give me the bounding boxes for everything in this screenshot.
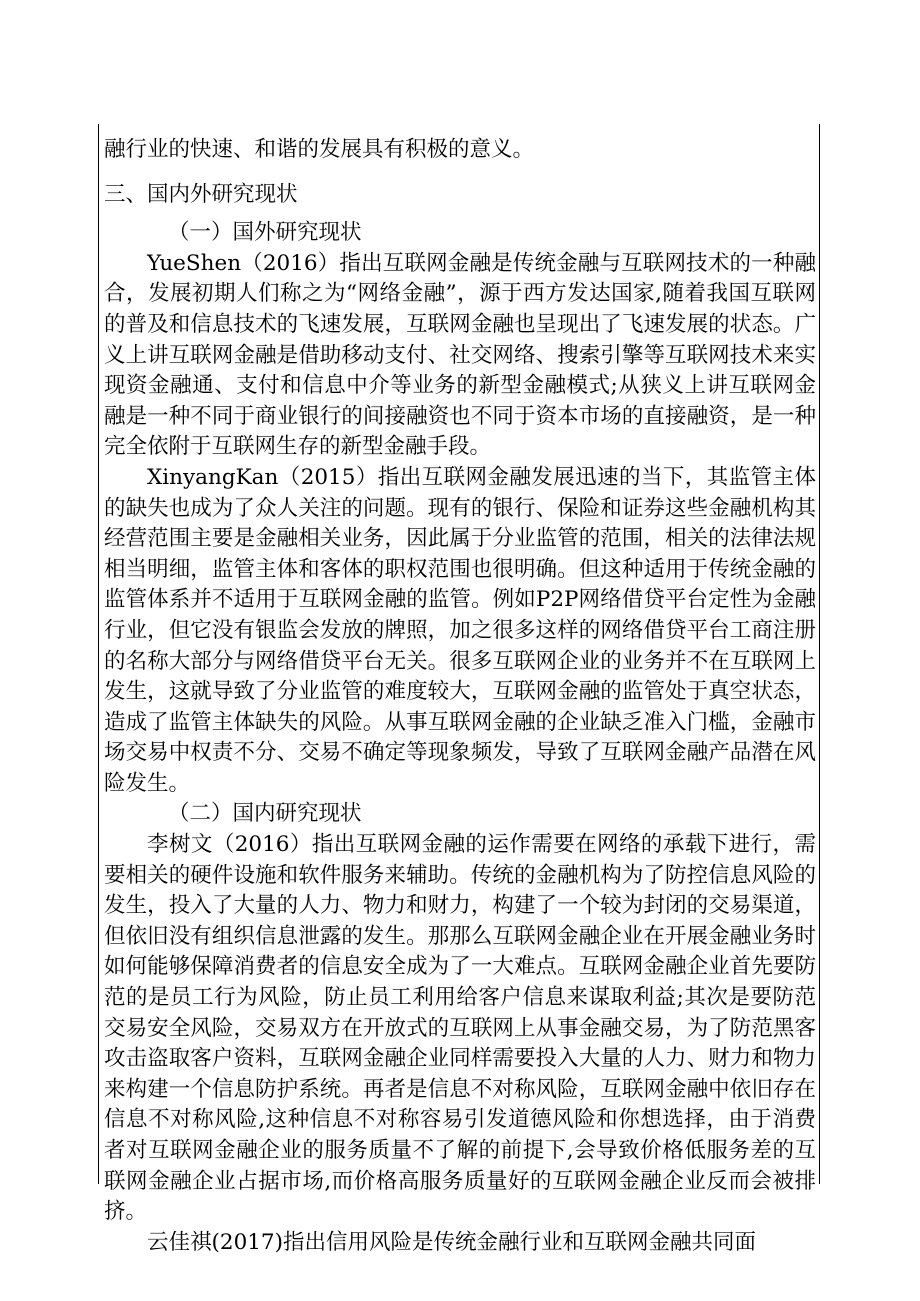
document-body — [104, 135, 816, 1258]
paragraph-yunjiaqi: 云佳祺(2017)指出信用风险是传统金融行业和互联网金融共同面 — [147, 1229, 756, 1255]
paragraph-xinyangkan: XinyangKan（2015）指出互联网金融发展迅速的当下，其监管主体的缺失也成为了众人关注的问题。现有的银行、保险和证券这些金融机构其经营范围主要是金融相关业务，因此属于分业监管的范围，相关的法律法规相当明细，监管主体和客体的职权范围也很明确。但这种适用于传统金融的监管体系并不适用于互联网金融的监管。例如P2P网络借贷平台定性为金融行业，但它没有银监会发放的牌照，加之很多这样的网络借贷平台工商注册的名称大部分与网络借贷平台无关。很多互联网企业的业务并不在互联网上发生，这就导致了分业监管的难度较大，互联网金融的监管处于真空状态，造成了监管主体缺失的风险。从事互联网金融的企业缺乏准入门槛，金融市场交易中权责不分、交易不确定等现象频发，导致了互联网金融产品潜在风险发生。 — [104, 464, 816, 796]
subsection-heading-domestic: （二）国内研究现状 — [168, 801, 362, 827]
paragraph-lishuwen: 李树文（2016）指出互联网金融的运作需要在网络的承载下进行，需要相关的硬件设施和软件服务来辅助。传统的金融机构为了防控信息风险的发生，投入了大量的人力、物力和财力，构建了一个较为封闭的交易渠道，但依旧没有组织信息泄露的发生。那那么互联网金融企业在开展金融业务时如何能够保障消费者的信息安全成为了一大难点。互联网金融企业首先要防范的是员工行为风险，防止员工利用给客户信息来谋取利益;其次是要防范交易安全风险，交易双方在开放式的互联网上从事金融交易，为了防范黑客攻击盗取客户资料，互联网金融企业同样需要投入大量的人力、财力和物力来构建一个信息防护系统。再者是信息不对称风险，互联网金融中依旧存在信息不对称风险,这种信息不对称容易引发道德风险和你想选择，由于消费者对互联网金融企业的服务质量不了解的前提下,会导致价格低服务差的互联网金融企业占据市场,而价格高服务质量好的互联网金融企业反而会被排挤。 — [104, 832, 816, 1225]
opening-line: 融行业的快速、和谐的发展具有积极的意义。 — [104, 137, 535, 162]
subsection-heading-foreign: （一）国外研究现状 — [168, 220, 362, 246]
paragraph-yueshen: YueShen（2016）指出互联网金融是传统金融与互联网技术的一种融合，发展初期人们称之为“网络金融”，源于西方发达国家,随着我国互联网的普及和信息技术的飞速发展，互联网金融也呈现出了飞速发展的状态。广义上讲互联网金融是借助移动支付、社交网络、搜索引擎等互联网技术来实现资金融通、支付和信息中介等业务的新型金融模式;从狭义上讲互联网金融是一种不同于商业银行的间接融资也不同于资本市场的直接融资，是一种完全依附于互联网生存的新型金融手段。 — [104, 250, 816, 460]
section-heading: 三、国内外研究现状 — [104, 181, 298, 207]
